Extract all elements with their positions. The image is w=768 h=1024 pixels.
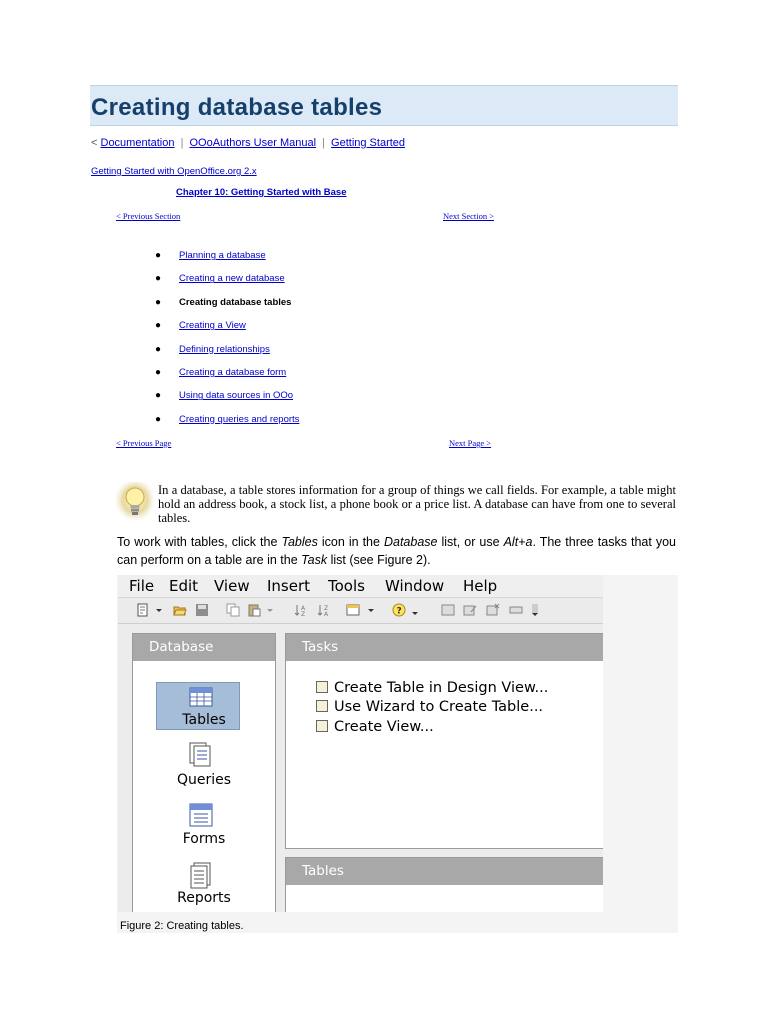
- body-text: To work with tables, click the: [117, 535, 282, 549]
- toc-item[interactable]: [150, 248, 299, 271]
- bullet-icon: ●: [155, 413, 162, 425]
- task-create-table-design[interactable]: [316, 680, 548, 696]
- menu-window[interactable]: Window: [385, 577, 445, 595]
- copy-icon[interactable]: [226, 603, 240, 617]
- body-emphasis: Task: [301, 553, 328, 567]
- sort-ascending-icon[interactable]: [294, 603, 308, 617]
- lightbulb-tip-icon: [116, 482, 154, 522]
- tip-text: In a database, a table stores information for a group of things we call fields. For example, a table might hold an address book, a stock list, a phone book or a price list. A database can have from one to several tables.: [158, 483, 676, 525]
- reports-icon[interactable]: [186, 860, 216, 890]
- toc-link[interactable]: Using data sources in OOo: [179, 390, 294, 402]
- toc-item[interactable]: [150, 318, 299, 341]
- chapter-toc: [150, 248, 299, 435]
- bullet-icon: ●: [155, 250, 162, 261]
- bullet-icon: ●: [155, 296, 162, 308]
- task-label: Create View...: [334, 719, 434, 735]
- figure-screenshot: [118, 575, 603, 912]
- database-item-forms[interactable]: Forms: [182, 831, 226, 847]
- breadcrumb-separator: |: [322, 137, 325, 149]
- database-item-tables[interactable]: Tables: [182, 712, 226, 728]
- table-design-icon[interactable]: [441, 603, 455, 617]
- tables-panel: [285, 857, 603, 912]
- design-view-icon: [316, 681, 328, 693]
- database-panel: [132, 633, 276, 912]
- chapter-link[interactable]: Chapter 10: Getting Started with Base: [176, 187, 347, 198]
- toc-item[interactable]: [150, 388, 299, 411]
- svg-text:Z: Z: [324, 605, 329, 612]
- previous-section-link[interactable]: < Previous Section: [116, 211, 181, 221]
- breadcrumb-prefix: <: [91, 137, 98, 149]
- task-create-view[interactable]: [316, 719, 434, 735]
- toc-item[interactable]: [150, 412, 299, 435]
- bullet-icon: ●: [155, 273, 162, 285]
- database-item-reports[interactable]: Reports: [177, 890, 231, 906]
- help-icon[interactable]: [392, 603, 406, 617]
- next-section-link[interactable]: Next Section >: [443, 211, 495, 221]
- queries-icon[interactable]: [186, 740, 216, 770]
- breadcrumb-getting-started-link[interactable]: Getting Started: [331, 137, 406, 149]
- menu-file[interactable]: File: [129, 577, 155, 595]
- toolbar: [118, 598, 603, 624]
- form-icon[interactable]: [346, 603, 360, 617]
- body-emphasis: Database: [383, 535, 438, 549]
- svg-text:?: ?: [396, 606, 402, 617]
- body-paragraph: [117, 533, 676, 569]
- task-label: Create Table in Design View...: [334, 680, 549, 696]
- paste-icon[interactable]: [247, 603, 261, 617]
- toc-item[interactable]: [150, 271, 299, 294]
- bullet-icon: ●: [155, 390, 162, 402]
- menu-view[interactable]: View: [214, 577, 250, 595]
- toc-link[interactable]: Planning a database: [179, 250, 266, 261]
- dropdown-arrow-icon[interactable]: [367, 603, 375, 617]
- database-panel-title: Database: [133, 634, 275, 661]
- task-table-wizard[interactable]: [316, 699, 543, 715]
- database-item-queries[interactable]: Queries: [176, 772, 232, 788]
- toc-link[interactable]: Defining relationships: [179, 343, 270, 355]
- body-emphasis: Alt+a: [503, 535, 533, 549]
- toc-link[interactable]: Creating a database form: [179, 366, 287, 378]
- body-text: . The three tasks that you can perform on a table are in the: [117, 535, 676, 567]
- menu-insert[interactable]: Insert: [267, 577, 311, 595]
- tasks-panel: [285, 633, 603, 849]
- sort-descending-icon[interactable]: [317, 603, 331, 617]
- edit-icon[interactable]: [463, 603, 477, 617]
- figure-caption: Figure 2: Creating tables.: [120, 920, 244, 932]
- save-icon[interactable]: [195, 603, 209, 617]
- body-text: icon in the: [317, 535, 384, 549]
- bullet-icon: ●: [155, 366, 162, 378]
- svg-text:Z: Z: [301, 611, 306, 617]
- tables-icon[interactable]: [186, 684, 216, 710]
- menu-tools[interactable]: Tools: [328, 577, 365, 595]
- tables-panel-title: Tables: [286, 858, 603, 885]
- toc-link[interactable]: Creating queries and reports: [179, 413, 300, 425]
- menu-help[interactable]: Help: [463, 577, 498, 595]
- next-page-link[interactable]: Next Page >: [449, 438, 492, 448]
- breadcrumb: [91, 137, 405, 149]
- breadcrumb-manual-link[interactable]: OOoAuthors User Manual: [189, 137, 317, 149]
- view-icon: [316, 720, 328, 732]
- dropdown-arrow-icon[interactable]: [411, 603, 419, 617]
- dropdown-arrow-icon[interactable]: [266, 603, 274, 617]
- delete-icon[interactable]: [486, 603, 500, 617]
- bullet-icon: ●: [155, 343, 162, 355]
- body-emphasis: Tables: [281, 535, 318, 549]
- body-text: list (see Figure 2).: [327, 553, 431, 567]
- task-label: Use Wizard to Create Table...: [334, 699, 544, 715]
- body-text: list, or use: [437, 535, 504, 549]
- dropdown-arrow-icon[interactable]: [531, 603, 539, 617]
- previous-page-link[interactable]: < Previous Page: [116, 438, 172, 448]
- toc-current-label: Creating database tables: [179, 296, 292, 308]
- forms-icon[interactable]: [186, 800, 216, 830]
- new-document-icon[interactable]: [136, 603, 150, 617]
- menu-edit[interactable]: Edit: [169, 577, 199, 595]
- open-folder-icon[interactable]: [173, 603, 187, 617]
- toc-item[interactable]: [150, 365, 299, 388]
- book-link[interactable]: Getting Started with OpenOffice.org 2.x: [91, 166, 257, 177]
- breadcrumb-separator: |: [180, 137, 184, 149]
- toc-item-current: [150, 295, 299, 318]
- toc-item[interactable]: [150, 342, 299, 365]
- wizard-icon: [316, 700, 328, 712]
- dropdown-arrow-icon[interactable]: [155, 603, 163, 617]
- bullet-icon: ●: [155, 320, 162, 332]
- toc-link[interactable]: Creating a View: [179, 320, 246, 332]
- menu-bar: [118, 575, 603, 598]
- svg-text:A: A: [301, 605, 306, 612]
- breadcrumb-documentation-link[interactable]: Documentation: [100, 137, 175, 149]
- rename-icon[interactable]: [509, 603, 523, 617]
- svg-text:A: A: [324, 611, 329, 617]
- page-title: Creating database tables: [91, 94, 383, 121]
- toc-link[interactable]: Creating a new database: [179, 273, 285, 285]
- tasks-panel-title: Tasks: [286, 634, 603, 661]
